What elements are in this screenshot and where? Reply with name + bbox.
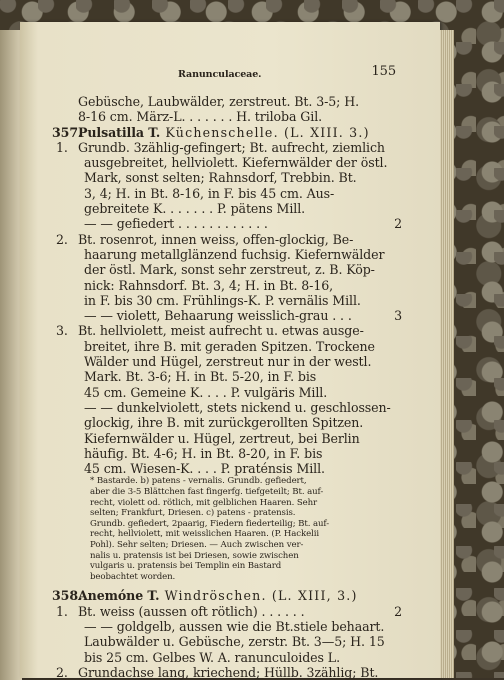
footnote-line: selten; Frankfurt, Driesen. c) patens - pratensis. <box>90 508 296 519</box>
entry-number: 358. <box>52 588 83 604</box>
entry-heading-358 <box>52 588 400 604</box>
key-ref-number: 3 <box>394 308 402 324</box>
genus-name: Pulsatilla T. <box>78 124 161 140</box>
footnote-line: Grundb. gefiedert, 2paarig, Fiedern fiederteilig; Bt. auf- <box>90 518 330 529</box>
text-line: 45 cm. Wiesen-K. . . . P. praténsis Mill. <box>84 461 325 477</box>
key-number: 3. <box>56 323 68 339</box>
text-line: glockig, ihre B. mit zurückgerollten Spitzen. <box>84 415 364 431</box>
text-line: Bt. weiss (aussen oft rötlich) . . . . . . <box>78 603 305 619</box>
page-number: 155 <box>371 64 396 79</box>
page-text <box>52 64 402 680</box>
key-number: 1. <box>56 603 68 619</box>
header-title: Ranunculaceae. <box>178 69 262 80</box>
text-line: Laubwälder u. Gebüsche, zerstr. Bt. 3—5; H. 15 <box>84 634 385 650</box>
text-line: Bt. hellviolett, meist aufrecht u. etwas ausge- <box>78 323 364 339</box>
text-line: breitet, ihre B. mit geraden Spitzen. Trockene <box>84 338 375 354</box>
footnote-line: recht, hellviolett, mit weisslichen Haaren. (P. Hackelii <box>90 529 320 540</box>
text-line: Bt. rosenrot, innen weiss, offen-glockig, Be- <box>78 231 354 247</box>
text-line: Grundachse lang, kriechend; Hüllb. 3zählig; Bt. <box>78 664 379 680</box>
footnote-line: vulgaris u. pratensis bei Templin ein Bastard <box>90 561 282 572</box>
footnote-line: * Bastarde. b) patens - vernalis. Grundb. gefiedert, <box>90 476 307 487</box>
running-header <box>56 64 400 80</box>
text-line: gebreitete K. . . . . . . P. pätens Mill. <box>84 201 306 217</box>
text-line: 3, 4; H. in Bt. 8-16, in F. bis 45 cm. Aus- <box>84 185 335 201</box>
key-ref-number: 2 <box>394 603 402 619</box>
text-line: nick: Rahnsdorf. Bt. 3, 4; H. in Bt. 8-16, <box>84 277 334 293</box>
page-stack-edge <box>440 30 454 678</box>
key-line <box>56 308 400 323</box>
footnote-line: recht, violett od. rötlich, mit gelblichen Haaren. Sehr <box>90 497 318 508</box>
genus-common-name: Windröschen. (L. XIII, 3.) <box>159 588 358 604</box>
text-line: in F. bis 30 cm. Frühlings-K. P. vernälis Mill. <box>84 292 361 308</box>
text-line: — — goldgelb, aussen wie die Bt.stiele behaart. <box>84 618 385 634</box>
key-item-1 <box>56 604 400 619</box>
key-line <box>56 216 400 231</box>
text-line: — — gefiedert . . . . . . . . . . . . <box>84 216 268 232</box>
text-line: der östl. Mark, sonst sehr zerstreut, z. B. Köp- <box>84 262 375 278</box>
text-line: 8-16 cm. März-L. . . . . . . H. triloba Gil. <box>78 109 323 125</box>
text-line: Kiefernwälder u. Hügel, zertreut, bei Berlin <box>84 430 360 446</box>
text-line: bis 25 cm. Gelbes W. A. ranunculoides L. <box>84 649 340 665</box>
genus-common-name: Küchenschelle. (L. XIII. 3.) <box>160 124 370 140</box>
text-line: haarung metallglänzend fuchsig. Kiefernwälder <box>84 246 385 262</box>
footnote-line: beobachtet worden. <box>90 571 176 582</box>
text-line: — — dunkelviolett, stets nickend u. geschlossen- <box>84 399 391 415</box>
key-item-2 <box>56 232 400 247</box>
footnote-line: nalis u. pratensis ist bei Driesen, sowie zwischen <box>90 550 299 561</box>
genus-name: Anemóne T. <box>78 588 160 604</box>
key-number: 1. <box>56 139 68 155</box>
entry-heading-357 <box>52 124 400 140</box>
text-line: — — violett, Behaarung weisslich-grau . . . <box>84 308 352 324</box>
text-line: häufig. Bt. 4-6; H. in Bt. 8-20, in F. bis <box>84 445 323 461</box>
text-line: Grundb. 3zählig-gefingert; Bt. aufrecht, ziemlich <box>78 139 385 155</box>
key-ref-number: 2 <box>394 216 402 232</box>
key-number: 2. <box>56 231 68 247</box>
left-page-edge <box>0 30 22 680</box>
key-item-1 <box>56 140 400 155</box>
text-line: Mark. Bt. 3-6; H. in Bt. 5-20, in F. bis <box>84 369 317 385</box>
text-line: Gebüsche, Laubwälder, zerstreut. Bt. 3-5; H. <box>78 94 360 109</box>
key-item-3 <box>56 323 400 338</box>
text-line: 45 cm. Gemeine K. . . . P. vulgäris Mill. <box>84 384 328 400</box>
footnote-line: Pohl). Sehr selten; Driesen. — Auch zwischen ver- <box>90 539 304 550</box>
text-line: ausgebreitet, hellviolett. Kiefernwälder der östl. <box>84 155 388 171</box>
key-number: 2. <box>56 664 68 680</box>
entry-number: 357. <box>52 124 83 140</box>
text-line: Mark, sonst selten; Rahnsdorf, Trebbin. Bt. <box>84 170 357 186</box>
text-line: Wälder und Hügel, zerstreut nur in der westl. <box>84 354 372 370</box>
footnote-line: aber die 3-5 Blättchen fast fingerfg. tiefgeteilt; Bt. auf- <box>90 487 324 498</box>
